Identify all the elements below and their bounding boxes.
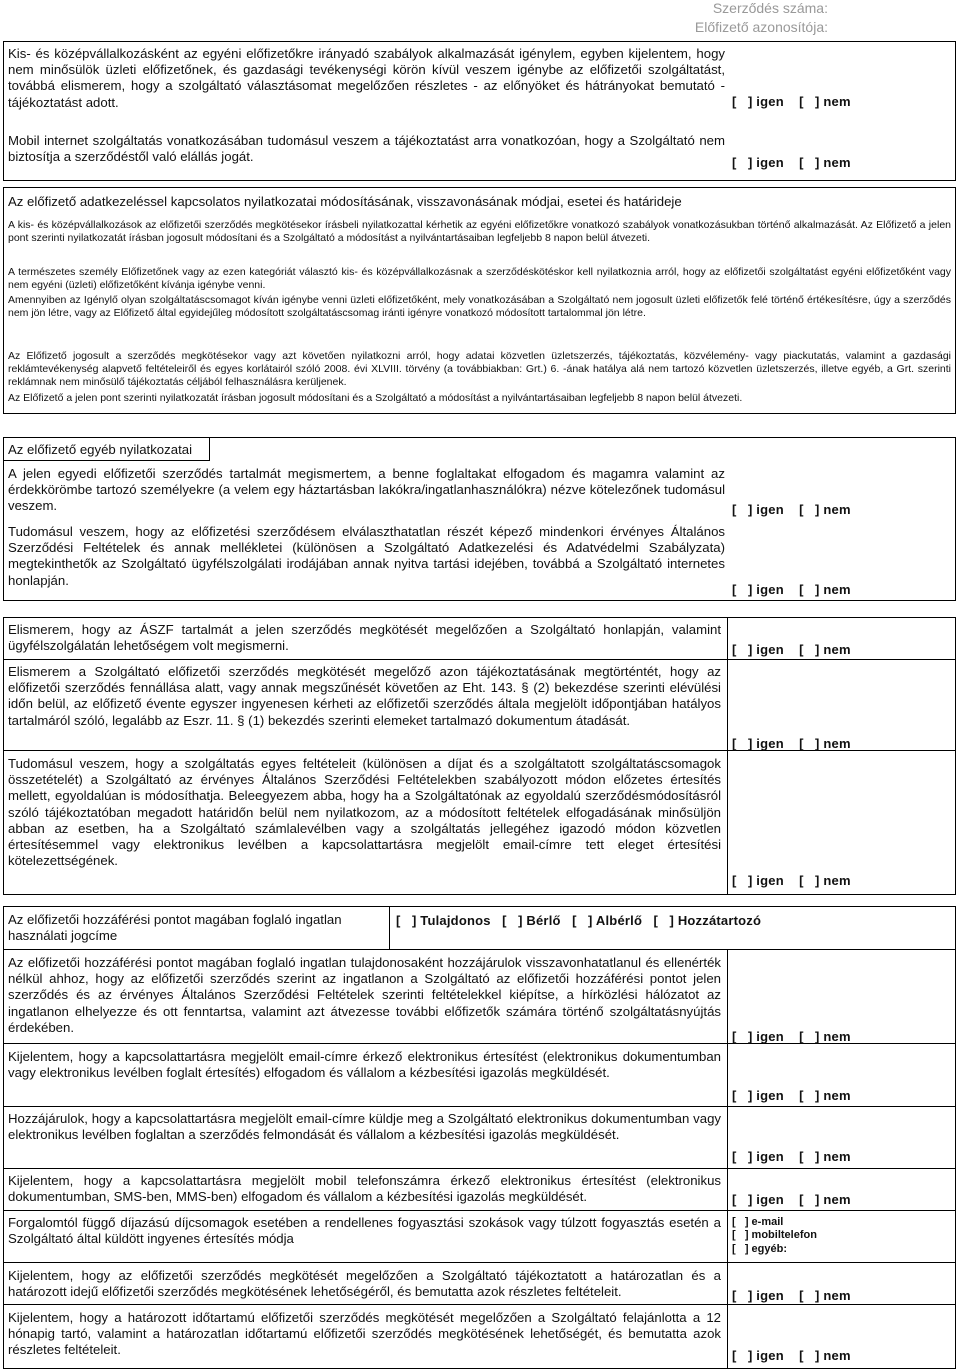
- row-divider: [4, 659, 955, 660]
- other-declarations-title-cell: [4, 438, 210, 461]
- row-divider: [4, 1106, 955, 1107]
- notify-mobile-checkbox[interactable]: [ ] mobiltelefon: [732, 1229, 817, 1241]
- email-termination-checkbox-yes-no[interactable]: [ ] igen [ ] nem: [732, 1149, 851, 1164]
- excess-usage-notification-statement: Forgalomtól függő díjazású díjcsomagok esetében a rendellenes fogyasztási szokások vagy túlzott fogyasztás esetén a Szolgáltató által küldött ingyenes értesítés módja: [8, 1215, 721, 1247]
- data-processing-paragraph-4: Az Előfizető jogosult a szerződés megkötésekor vagy azt követően nyilatkozni arról, hogy adatai közvetlen üzletszerzés, tájékoztatás, közvélemény- vagy piackutatás, valamint a gazdasági reklámtevékenység alapvető feltételeiről és egyes korlátairól szóló 2008. évi XLVIII. törvény (a továbbiakban: Grt.) 6. -ának hatálya alá nem tartozó közvetlen üzletszerzés, illetve egyéb, a Grt. szerinti reklámnak nem minősülő tájékoztatás céljából felhasználásra kerüljenek.: [8, 350, 951, 388]
- row-divider: [4, 1262, 955, 1263]
- data-processing-paragraph-2: A természetes személy Előfizetőnek vagy az ezen kategóriát választó kis- és középvállalkozásnak a szerződéskötéskor kell nyilatkoznia arról, hogy az előfizetői szolgáltatást egyéni előfizetőként vagy nem egyéni (üzleti) előfizetőként kívánja igénybe venni.: [8, 266, 951, 291]
- other-declarations-box: [3, 437, 956, 601]
- contract-acceptance-checkbox-yes-no[interactable]: [ ] igen [ ] nem: [732, 502, 851, 517]
- notify-email-checkbox[interactable]: [ ] e-mail: [732, 1216, 784, 1228]
- column-divider: [389, 907, 390, 949]
- data-processing-paragraph-3: Amennyiben az Igénylő olyan szolgáltatáscsomagot kíván igénybe venni üzleti előfizetőként, mely vonatkozásában a Szolgáltató nem jogosult üzleti előfizetők felé történő értékesítésre, úgy a szerződés nem jön létre, vagy az Előfizető által egyidejűleg módosított szolgáltatáscsomag iránti igényre vonatkozó módosított tartalommal jön létre.: [8, 294, 951, 319]
- owner-consent-checkbox-yes-no[interactable]: [ ] igen [ ] nem: [732, 1029, 851, 1044]
- row-divider: [4, 949, 955, 950]
- property-usage-title-label: Az előfizetői hozzáférési pontot magában foglaló ingatlan használati jogcíme: [8, 912, 342, 944]
- contract-number-label: Szerződés száma:: [712, 0, 828, 16]
- fixed-term-offer-statement: Kijelentem, hogy a határozott időtartamú előfizetői szerződés megkötését megelőzően a Szolgáltató felajánlotta a 12 hónapig tartó, valamint a határozatlan időtartamú előfizetői szerződés megkötésének lehetőségét, és bemutatta azok részletes feltételeit.: [8, 1310, 721, 1358]
- row-divider: [4, 1168, 955, 1169]
- withdrawal-checkbox-yes-no[interactable]: [ ] igen [ ] nem: [732, 155, 851, 170]
- withdrawal-right-statement: Mobil internet szolgáltatás vonatkozásában tudomásul veszem a tájékoztatást arra vonatkozóan, hogy a Szolgáltató nem biztosítja a szerződéstől való elállás jogát.: [8, 133, 725, 165]
- email-notification-checkbox-yes-no[interactable]: [ ] igen [ ] nem: [732, 1088, 851, 1103]
- sms-notification-statement: Kijelentem, hogy a kapcsolattartásra megjelölt mobil telefonszámra érkező elektronikus értesítést (elektronikus dokumentumban, SMS-ben, MMS-ben) elfogadom és vállalom a kézbesítési igazolás megküldését.: [8, 1173, 721, 1205]
- unilateral-modification-statement: Tudomásul veszem, hogy a szolgáltatás egyes feltételeit (különösen a díjat és a szolgáltatott szolgáltatáscsomagok összetételét) a Szolgáltató az érvényes Általános Szerződési Feltételekben szabályozott módon előzetes értesítés mellett, egyoldalúan is módosíthatja. Beleegyezem abba, hogy ha a Szolgáltatónak az egyoldalú szerződésmódosításról szóló tájékoztatóban megadott határidőn belül nem nyilatkozom, az a módosított feltételek elfogadásának minősüljön abban az esetben, ha a Szolgáltató számlalevélben vagy a szolgáltatás jellegéhez igazodó módon közvetlen értesítésemmel vagy elektronikus levélben a kapcsolattartásra megjelölt email-címre tett eleget értesítési kötelezettségének.: [8, 756, 721, 869]
- data-processing-heading: Az előfizető adatkezeléssel kapcsolatos nyilatkozatai módosításának, visszavonásának módjai, esetei és határideje: [8, 194, 682, 209]
- fixed-term-offer-checkbox-yes-no[interactable]: [ ] igen [ ] nem: [732, 1348, 851, 1363]
- data-processing-paragraph-1: A kis- és középvállalkozások az előfizetői szerződés megkötésekor írásbeli nyilatkozattal kérhetik az egyéni előfizetőkre vonatkozó szabályok vonatkozásukban történő alkalmazását. Az Előfizető a jelen pont szerinti nyilatkozatát írásban jogosult módosítani és a Szolgáltató a módosítást a nyilvántartásaiban legfeljebb 8 napon belül átvezeti.: [8, 219, 951, 244]
- property-usage-checkboxes[interactable]: [ ] Tulajdonos [ ] Bérlő [ ] Albérlő [ ] Hozzátartozó: [396, 913, 762, 928]
- unilateral-modification-checkbox-yes-no[interactable]: [ ] igen [ ] nem: [732, 873, 851, 888]
- contract-term-info-checkbox-yes-no[interactable]: [ ] igen [ ] nem: [732, 1288, 851, 1303]
- subscriber-id-label: Előfizető azonosítója:: [694, 19, 828, 35]
- aszf-acknowledgement-box: [3, 617, 956, 895]
- row-divider: [4, 1304, 955, 1305]
- sme-declaration-box: [3, 41, 956, 181]
- contract-acceptance-statement: A jelen egyedi előfizetői szerződés tartalmát megismertem, a benne foglaltakat elfogadom és magamra valamint az érdekkörömbe tartozó személyekre (a velem egy háztartásban lakókra/ingatlanhasználókra) nézve kötelezőnek tudomásul veszem.: [8, 466, 725, 514]
- property-access-box: [3, 906, 956, 1369]
- row-divider: [4, 1210, 955, 1211]
- column-divider: [727, 949, 728, 1368]
- terms-availability-checkbox-yes-no[interactable]: [ ] igen [ ] nem: [732, 582, 851, 597]
- aszf-statement: Elismerem, hogy az ÁSZF tartalmát a jelen szerződés megkötését megelőzően a Szolgáltató honlapján, valamint ügyfélszolgálatán lehetőségem volt megismerni.: [8, 622, 721, 654]
- contract-term-info-statement: Kijelentem, hogy az előfizetői szerződés megkötését megelőzően a Szolgáltató tájékoztatott a határozatlan és a határozott idejű előfizetői szerződés megkötésének lehetőségéről, és bemutatta azok részletes feltételeit.: [8, 1268, 721, 1300]
- other-declarations-title: Az előfizető egyéb nyilatkozatai: [8, 442, 193, 457]
- sme-rules-checkbox-yes-no[interactable]: [ ] igen [ ] nem: [732, 94, 851, 109]
- contract-copy-checkbox-yes-no[interactable]: [ ] igen [ ] nem: [732, 736, 851, 751]
- notify-other-checkbox[interactable]: [ ] egyéb:: [732, 1243, 788, 1255]
- terms-availability-statement: Tudomásul veszem, hogy az előfizetési szerződésem elválaszthatatlan részét képező mindenkori érvényes Általános Szerződési Feltételek és annak mellékletei (különösen a Szolgáltató Adatkezelési és Adatvédelmi Szabályzata) megtekinthetők az Szolgáltató ügyfélszolgálati irodájában annak nyitva tartási idejében, továbbá a Szolgáltató internetes honlapján.: [8, 524, 725, 588]
- email-termination-statement: Hozzájárulok, hogy a kapcsolattartásra megjelölt email-címre küldje meg a Szolgáltató elektronikus dokumentumban vagy elektronikus levélben foglaltan a szerződés felmondását és vállalom a kézbesítési igazolás megküldését.: [8, 1111, 721, 1143]
- aszf-checkbox-yes-no[interactable]: [ ] igen [ ] nem: [732, 642, 851, 657]
- contract-copy-statement: Elismerem a Szolgáltató előfizetői szerződés megkötését megelőző azon tájékoztatásának megtörténtét, hogy az előfizetői szerződés fennállása alatt, vagy annak megszűnését követően az Eht. 143. § (2) bekezdése szerinti elévülési időn belül, az előfizető évente egyszer ingyenesen kérheti az előfizetői szerződés általa megjelölt időpontjában hatályos tartalmáról szóló, legalább az Eszr. 11. § (1) bekezdés szerinti elemeket tartalmazó dokumentum átadását.: [8, 664, 721, 728]
- sms-notification-checkbox-yes-no[interactable]: [ ] igen [ ] nem: [732, 1192, 851, 1207]
- sme-rules-statement: Kis- és középvállalkozásként az egyéni előfizetőkre irányadó szabályok alkalmazását igénylem, egyben kijelentem, hogy nem minősülök üzleti előfizetőnek, és gazdasági tevékenységi körön kívül veszem igénybe az előfizetői szolgáltatást, továbbá elismerem, hogy a szolgáltató választásomat megelőzően részletes - az előnyöket és hátrányokat bemutató - tájékoztatást adott.: [8, 46, 725, 110]
- data-processing-paragraph-5: Az Előfizető a jelen pont szerinti nyilatkozatát írásban jogosult módosítani és a Szolgáltató a módosítást a nyilvántartásaiban legfeljebb 8 napon belül átvezeti.: [8, 392, 743, 404]
- owner-consent-statement: Az előfizetői hozzáférési pontot magában foglaló ingatlan tulajdonosaként hozzájárulok visszavonhatatlanul és ellenérték nélkül ahhoz, hogy az előfizetői szerződés szerint az ingatlanon a Szolgáltató az előfizetői hozzáférési pontot jelen szerződés és az érvényes Általános Szerződési Feltételek szerinti feltételekkel kiépítse, a hírközlési hálózatot az ingatlanon elhelyezze és ott fenntartsa, valamint azt átvezesse további előfizetők számára történő szolgáltatásnyújtás érdekében.: [8, 955, 721, 1035]
- data-processing-box: [3, 187, 956, 414]
- email-notification-statement: Kijelentem, hogy a kapcsolattartásra megjelölt email-címre érkező elektronikus értesítést (elektronikus dokumentumban vagy elektronikus levélben foglalt értesítés) elfogadom és vállalom a kézbesítési igazolás megküldését.: [8, 1049, 721, 1081]
